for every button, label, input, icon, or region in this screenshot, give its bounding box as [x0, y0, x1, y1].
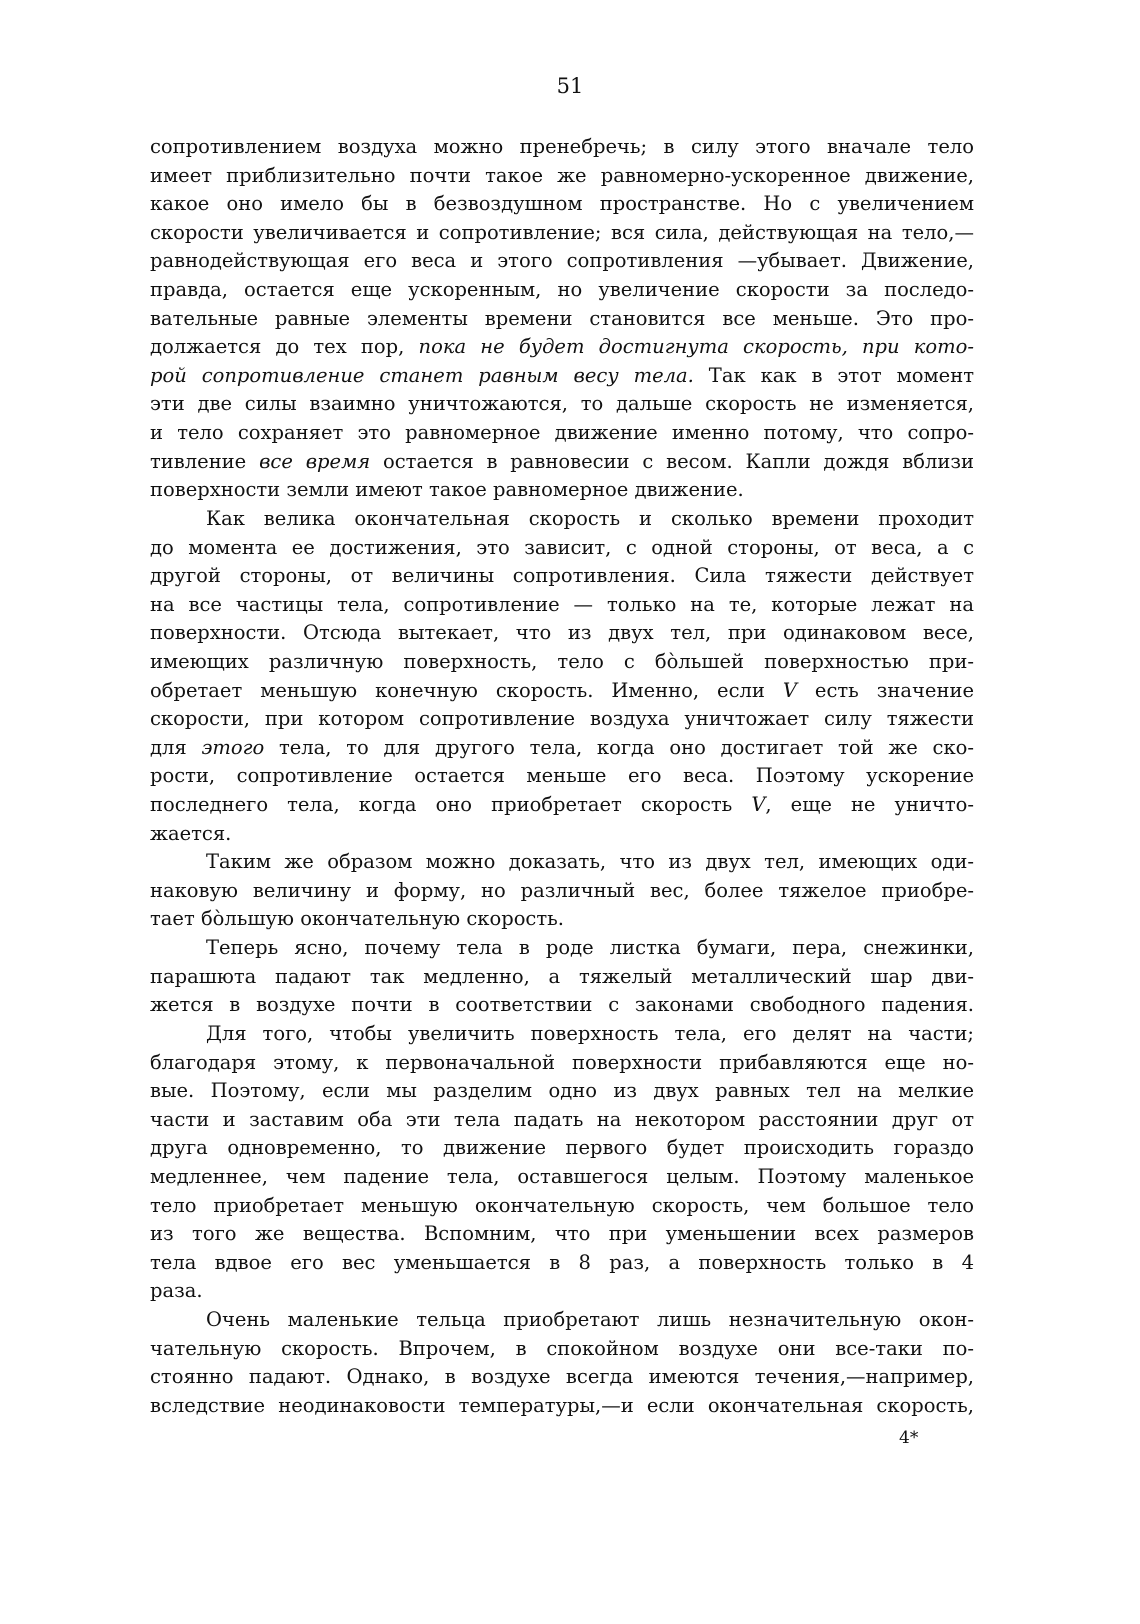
text-run: вые. Поэтому, если мы разделим одно из двух равных тел на мелкие — [150, 1079, 974, 1103]
text-line — [150, 877, 974, 906]
text-line — [150, 1134, 974, 1163]
text-line — [150, 963, 974, 992]
text-line — [150, 820, 974, 849]
text-line — [150, 591, 974, 620]
body-text — [150, 133, 974, 1420]
text-line — [150, 1363, 974, 1392]
text-run: Так как в этот момент — [693, 363, 974, 387]
text-run: имеет приблизительно почти такое же равномерно-ускоренное движение, — [150, 163, 974, 187]
text-run: Очень маленькие тельца приобретают лишь незначительную окон- — [206, 1307, 974, 1331]
text-run: должается до тех пор, — [150, 335, 419, 359]
text-run: последнего тела, когда оно приобретает скорость — [150, 793, 752, 817]
text-line — [150, 1020, 974, 1049]
text-run: тела вдвое его вес уменьшается в 8 раз, а поверхность только в 4 — [150, 1250, 974, 1274]
text-run: тивление — [150, 449, 260, 473]
text-line — [150, 1249, 974, 1278]
text-line — [150, 1049, 974, 1078]
italic-text: все время — [259, 449, 371, 473]
text-run: наковую величину и форму, но различный вес, более тяжелое приобре- — [150, 878, 974, 902]
text-line — [150, 1277, 974, 1306]
text-line — [150, 1077, 974, 1106]
italic-text: этого — [201, 735, 265, 759]
text-run: для — [150, 735, 202, 759]
text-line — [150, 1392, 974, 1421]
text-run: медленнее, чем падение тела, оставшегося целым. Поэтому маленькое — [150, 1164, 974, 1188]
text-line — [150, 362, 974, 391]
text-line — [150, 162, 974, 191]
text-run: Как велика окончательная скорость и сколько времени проходит — [206, 506, 974, 530]
text-run: скорости, при котором сопротивление воздуха уничтожает силу тяжести — [150, 707, 974, 731]
text-run: тело приобретает меньшую окончательную скорость, чем большое тело — [150, 1193, 974, 1217]
text-run: рости, сопротивление остается меньше его веса. Поэтому ускорение — [150, 764, 974, 788]
text-line — [150, 1220, 974, 1249]
text-run: стоянно падают. Однако, в воздухе всегда имеются течения,—например, — [150, 1365, 974, 1389]
text-run: тела, то для другого тела, когда оно достигает той же ско- — [264, 735, 974, 759]
text-line — [150, 390, 974, 419]
text-run: остается в равновесии с весом. Капли дождя вблизи — [370, 449, 974, 473]
text-run: есть значение — [796, 678, 974, 702]
text-line — [150, 848, 974, 877]
text-run: вательные равные элементы времени становится все меньше. Это про- — [150, 306, 974, 330]
text-line — [150, 534, 974, 563]
text-run: из того же вещества. Вспомним, что при уменьшении всех размеров — [150, 1222, 974, 1246]
text-line — [150, 305, 974, 334]
text-line — [150, 648, 974, 677]
text-line — [150, 562, 974, 591]
text-run: друга одновременно, то движение первого будет происходить гораздо — [150, 1136, 974, 1160]
text-run: скорости увеличивается и сопротивление; вся сила, действующая на тело,— — [150, 220, 974, 244]
text-run: до момента ее достижения, это зависит, с одной стороны, от веса, а с — [150, 535, 974, 559]
text-run: вследствие неодинаковости температуры,—и если окончательная скорость, — [150, 1393, 974, 1417]
italic-text: V — [751, 793, 766, 817]
text-line — [150, 1335, 974, 1364]
text-run: чательную скорость. Впрочем, в спокойном воздухе они все-таки по- — [150, 1336, 974, 1360]
text-line — [150, 476, 974, 505]
text-line — [150, 448, 974, 477]
text-run: жется в воздухе почти в соответствии с законами свободного падения. — [150, 993, 974, 1017]
text-run: равнодействующая его веса и этого сопротивления —убывает. Движение, — [150, 249, 974, 273]
italic-text: пока не будет достигнута скорость, при кото- — [418, 335, 974, 359]
text-line — [150, 1106, 974, 1135]
text-run: на все частицы тела, сопротивление — только на те, которые лежат на — [150, 592, 974, 616]
text-line — [150, 905, 974, 934]
text-run: части и заставим оба эти тела падать на некотором расстоянии друг от — [150, 1107, 974, 1131]
text-line — [150, 1306, 974, 1335]
text-line — [150, 190, 974, 219]
text-line — [150, 791, 974, 820]
text-run: Таким же образом можно доказать, что из двух тел, имеющих оди- — [206, 850, 974, 874]
italic-text: V — [782, 678, 797, 702]
page-number: 51 — [556, 74, 584, 98]
text-run: другой стороны, от величины сопротивления. Сила тяжести действует — [150, 564, 974, 588]
text-run: Теперь ясно, почему тела в роде листка бумаги, пера, снежинки, — [206, 936, 974, 960]
text-run: обретает меньшую конечную скорость. Именно, если — [150, 678, 783, 702]
text-line — [150, 991, 974, 1020]
text-line — [150, 276, 974, 305]
text-run: и тело сохраняет это равномерное движение именно потому, что сопро- — [150, 421, 974, 445]
text-line — [150, 247, 974, 276]
text-run: эти две силы взаимно уничтожаются, то дальше скорость не изменяется, — [150, 392, 974, 416]
text-line — [150, 1192, 974, 1221]
text-run: благодаря этому, к первоначальной поверхности прибавляются еще но- — [150, 1050, 974, 1074]
text-run: сопротивлением воздуха можно пренебречь; в силу этого вначале тело — [150, 135, 974, 158]
text-line — [150, 419, 974, 448]
text-line — [150, 762, 974, 791]
text-line — [150, 1163, 974, 1192]
text-line — [150, 705, 974, 734]
text-run: Для того, чтобы увеличить поверхность тела, его делят на части; — [206, 1021, 974, 1045]
text-run: парашюта падают так медленно, а тяжелый металлический шар дви- — [150, 964, 974, 988]
text-line — [150, 934, 974, 963]
text-run: имеющих различную поверхность, тело с бо̀льшей поверхностью при- — [150, 649, 974, 673]
text-line — [150, 219, 974, 248]
text-line — [150, 677, 974, 706]
text-line — [150, 333, 974, 362]
text-run: правда, остается еще ускоренным, но увеличение скорости за последо- — [150, 278, 974, 302]
text-run: поверхности земли имеют такое равномерное движение. — [150, 478, 744, 502]
text-line — [150, 734, 974, 763]
text-run: тает бо̀льшую окончательную скорость. — [150, 907, 564, 931]
text-line — [150, 505, 974, 534]
italic-text: рой сопротивление станет равным весу тела. — [150, 363, 694, 387]
text-run: , еще не уничто- — [765, 793, 975, 817]
signature-mark: 4* — [899, 1428, 919, 1448]
text-line — [150, 619, 974, 648]
text-run: жается. — [150, 821, 232, 845]
text-run: какое оно имело бы в безвоздушном пространстве. Но с увеличением — [150, 192, 974, 216]
text-run: раза. — [150, 1279, 203, 1303]
text-line — [150, 133, 974, 162]
text-run: поверхности. Отсюда вытекает, что из двух тел, при одинаковом весе, — [150, 621, 974, 645]
